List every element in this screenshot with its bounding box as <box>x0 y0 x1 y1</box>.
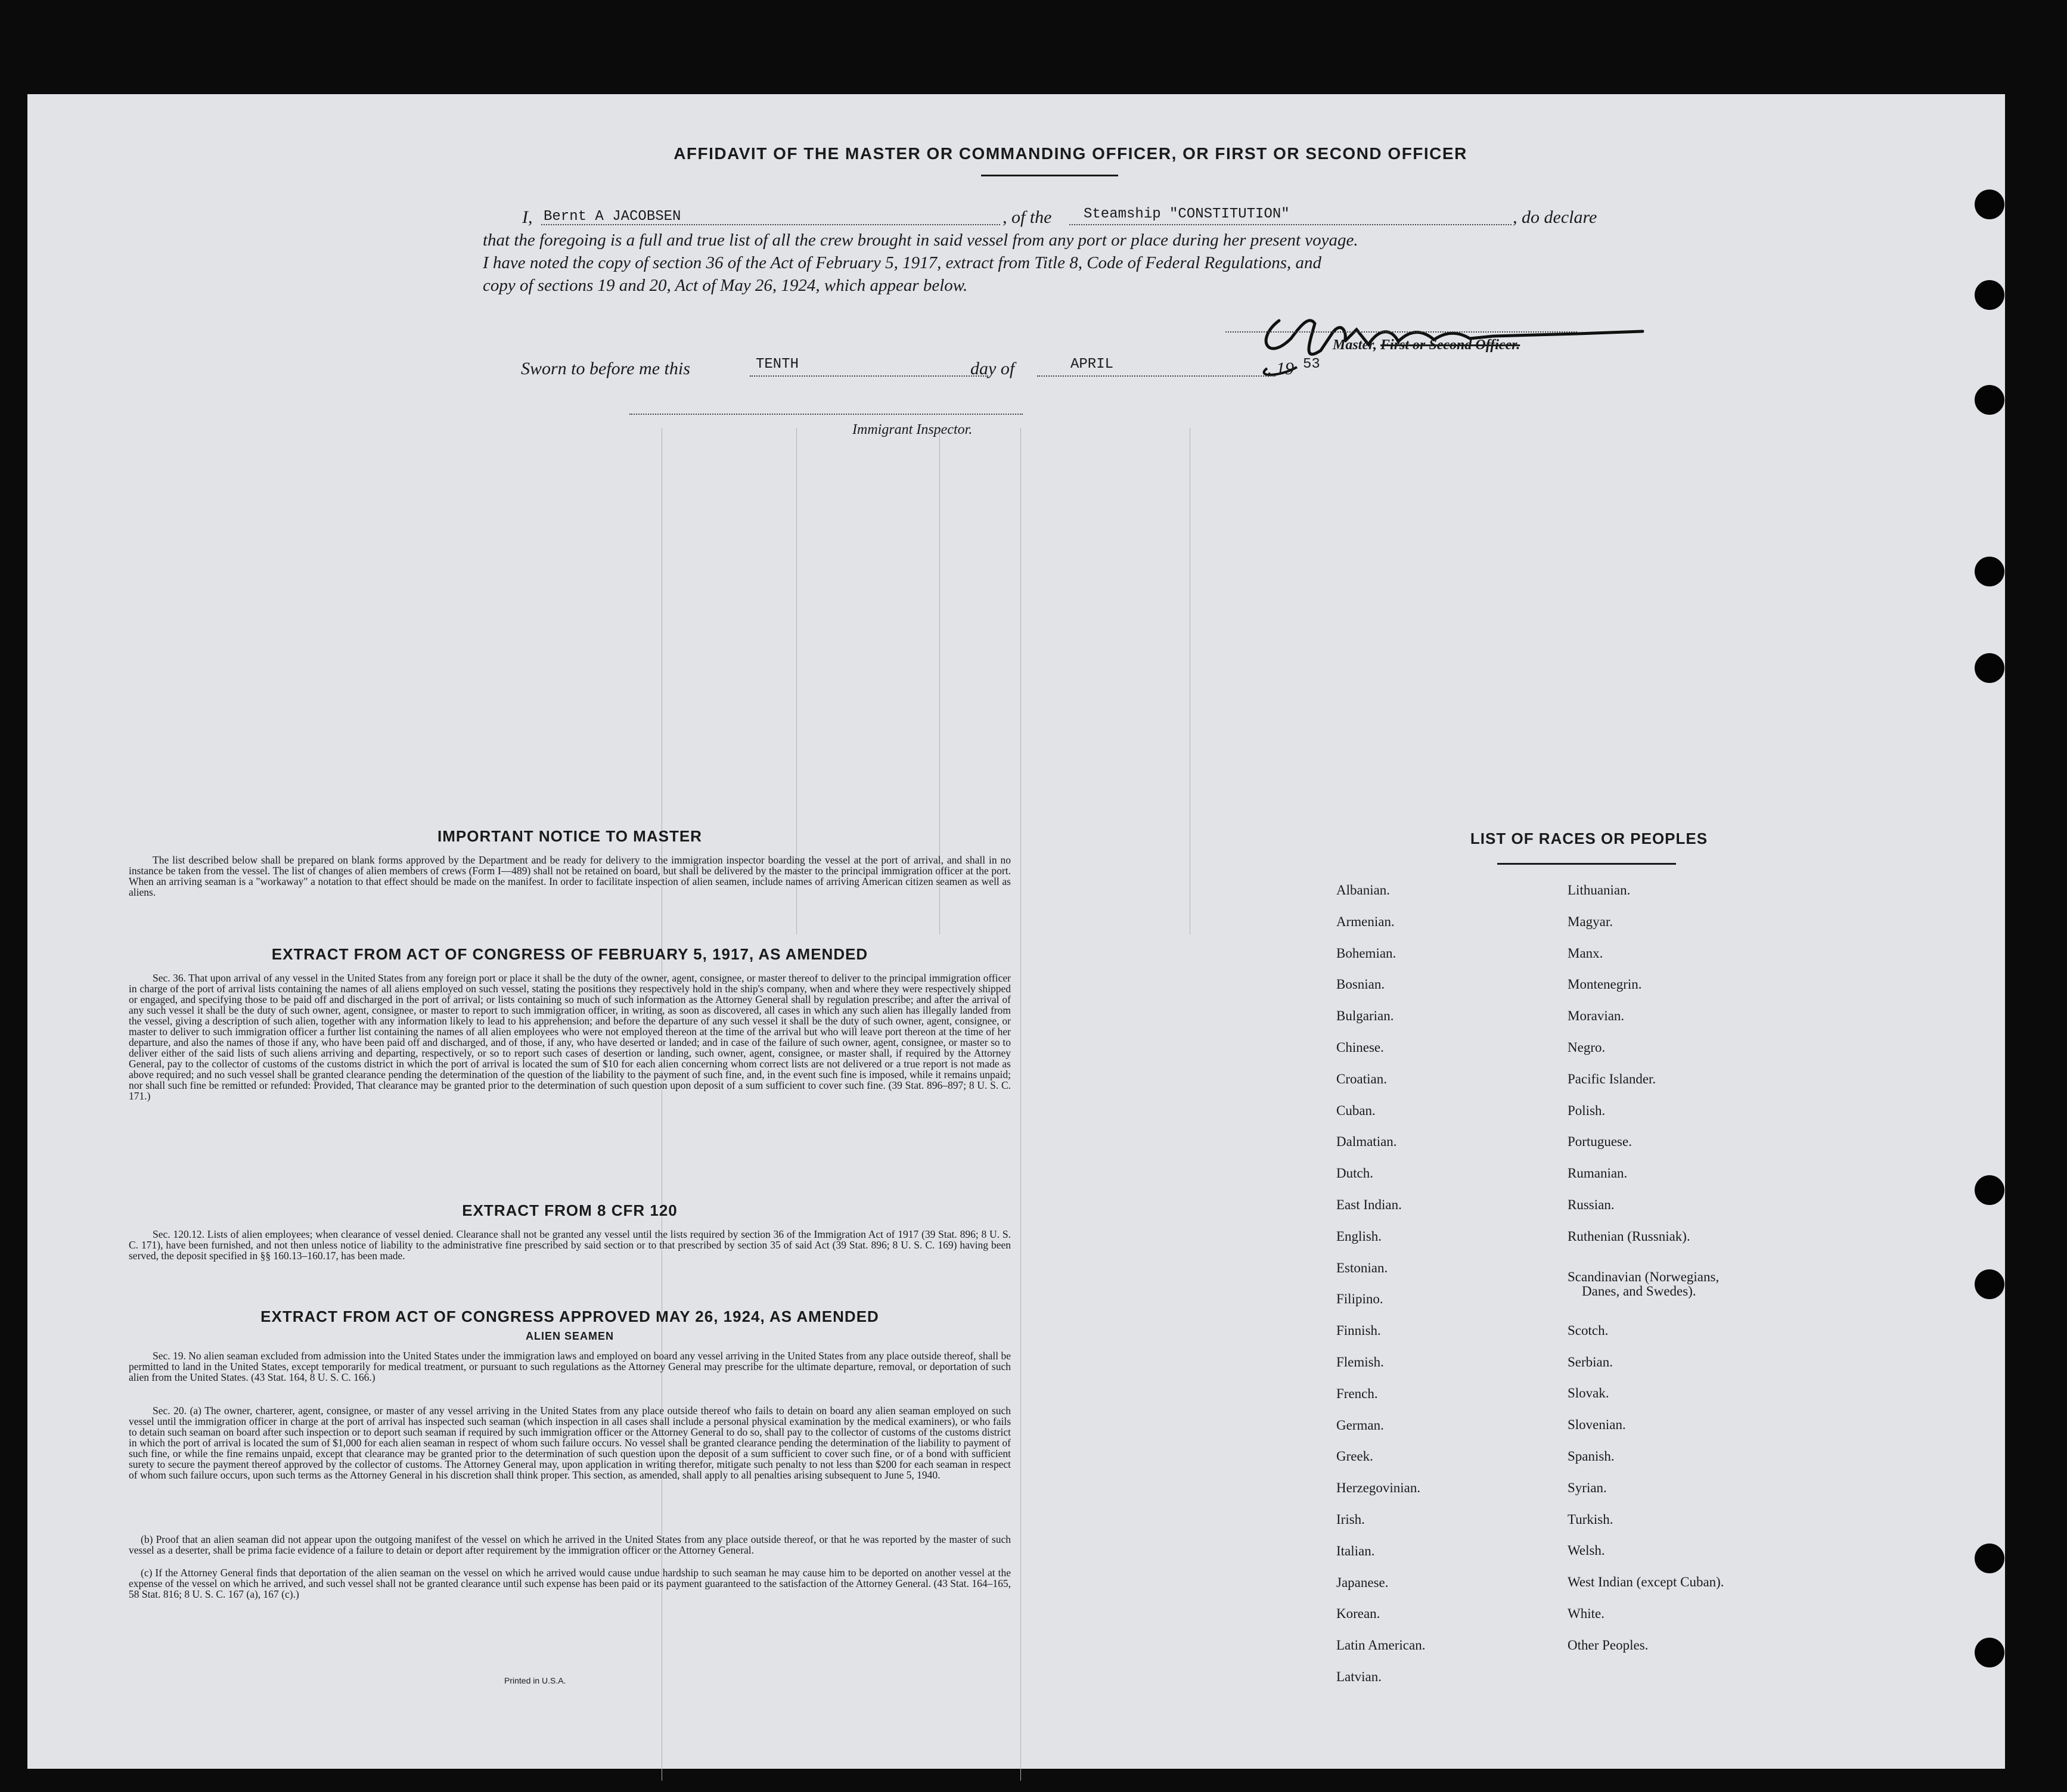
race-item: German. <box>1336 1417 1384 1433</box>
affidavit-line-4: copy of sections 19 and 20, Act of May 26, 1924, which appear below. <box>483 276 968 295</box>
race-item: Bohemian. <box>1336 945 1396 961</box>
race-item: Other Peoples. <box>1568 1637 1649 1653</box>
race-item: Scotch. <box>1568 1322 1609 1338</box>
race-item: Armenian. <box>1336 914 1395 929</box>
race-item: Albanian. <box>1336 883 1391 897</box>
sec-20a-body: Sec. 20. (a) The owner, charterer, agent, consignee, or master of any vessel arriving in the United States from any place outside thereof who fails to detain on board any alien seaman employed on such vessel until the immigration officer in charge at the port of arrival has inspected such seaman (which inspection in all cases shall include a personal physical examination by the medical examiners), or who fails to detain such seaman on board after such inspection or to deport such seaman if required by such immigration officer or the Attorney General to do so, shall pay to the collector of customs of the customs district in which the port of arrival is located the sum of $1,000 for each alien seaman in respect of whom such failure occurs. No vessel shall be granted clearance pending the determination of the liability to payment of such fine, or while the fine remains unpaid, except that clearance may be granted prior to the determination of such question upon the deposit of a sum sufficient to cover such fine, or of a bond with sufficient surety to secure the payment thereof approved by the collector of customs. The Attorney General may, upon application in writing therefor, mitigate such penalty to not less than $200 for each seaman in respect of whom such failure occurs, upon such terms as the Attorney General in his discretion shall think proper. This section, as amended, shall apply to all penalties arising subsequent to June 5, 1940. <box>129 1405 1011 1481</box>
punch-hole <box>1975 280 2004 310</box>
race-item: Montenegrin. <box>1568 977 1642 992</box>
punch-hole <box>1975 653 2004 683</box>
do-declare-label: , do declare <box>1513 207 1597 227</box>
form-sheet <box>27 94 2005 1769</box>
year-prefix-label: , 19 <box>1267 359 1294 378</box>
notice-title: IMPORTANT NOTICE TO MASTER <box>437 827 702 845</box>
race-item: Slovenian. <box>1568 1417 1626 1433</box>
vessel-field: Steamship "CONSTITUTION" <box>1084 206 1290 222</box>
sworn-label: Sworn to before me this <box>521 359 690 378</box>
races-right-column <box>1568 882 1724 1669</box>
race-item: Chinese. <box>1336 1039 1384 1055</box>
race-item: Russian. <box>1568 1197 1615 1212</box>
races-title: LIST OF RACES OR PEOPLES <box>1470 830 1708 847</box>
race-item: Japanese. <box>1336 1574 1389 1590</box>
inspector-signature-line <box>629 414 1023 415</box>
race-item: White. <box>1568 1605 1604 1621</box>
races-left-column <box>1336 882 1425 1700</box>
race-item: Pacific Islander. <box>1568 1071 1656 1086</box>
race-item: Irish. <box>1336 1511 1365 1527</box>
race-item: Estonian. <box>1336 1260 1388 1275</box>
master-title <box>1333 334 1520 356</box>
extract-8cfr-title: EXTRACT FROM 8 CFR 120 <box>462 1201 678 1219</box>
sec-19-body: Sec. 19. No alien seaman excluded from admission into the United States under the immigration laws and employed on board any vessel arriving in the United States from any place outside thereof, shall be permitted to land in the United States, except temporarily for medical treatment, or pursuant to such regulations as the Attorney General may prescribe for the ultimate departure, removal, or deportation of such alien from the United States. (43 Stat. 164, 8 U. S. C. 166.) <box>129 1350 1011 1383</box>
punch-hole <box>1975 1543 2004 1573</box>
race-item: Bulgarian. <box>1336 1008 1394 1024</box>
race-item: Syrian. <box>1568 1480 1607 1495</box>
race-item: Moravian. <box>1568 1008 1625 1024</box>
extract-1917-body: Sec. 36. That upon arrival of any vessel in the United States from any foreign port or place it shall be the duty of the owner, agent, consignee, or master thereof to deliver to the principal immigration officer in charge of the port of arrival lists containing the names of all aliens employed on such vessel, stating the positions they respectively hold in the ship's company, when and where they were respectively shipped or engaged, and specifying those to be paid off and discharged in the port of arrival; or lists containing so much of such information as the Attorney General shall by regulation prescribe; and after the arrival of any such vessel it shall be the duty of such owner, agent, consignee, or master to report to such immigration officer, in writing, as soon as discovered, all cases in which any such alien has illegally landed from the vessel, giving a description of such alien, together with any information likely to lead to his apprehension; and before the departure of any such vessel it shall be the duty of such owner, agent, consignee, or master to deliver to such immigration officer a further list containing the names of all alien employees who were not employed thereon at the time of the arrival but who will leave port thereon at the time of her departure, and also the names of those if any, who have been paid off and discharged, and of those, if any, who have deserted or landed; and in case of the failure of such owner, agent, consignee, or master so to deliver either of the said lists of such aliens arriving and departing, respectively, or so to report such cases of desertion or landing, such owner, agent, consignee, or master shall, if required by the Attorney General, pay to the collector of customs of the customs district in which the port of arrival is located the sum of $10 for each alien concerning whom correct lists are not delivered or a true report is not made as above required; and no such vessel shall be granted clearance pending the determination of the question of the liability to the payment of such fine, and, in the event such fine is imposed, while it remains unpaid; nor shall such fine be remitted or refunded: Provided, That clearance may be granted prior to the determination of such question upon deposit of a sum sufficient to cover such fine. (39 Stat. 896–897; 8 U. S. C. 171.) <box>129 972 1011 1102</box>
race-item: Manx. <box>1568 945 1603 961</box>
race-item: Ruthenian (Russniak). <box>1568 1228 1690 1244</box>
race-item: East Indian. <box>1336 1197 1402 1212</box>
race-item: Herzegovinian. <box>1336 1480 1421 1496</box>
affidavit-title: AFFIDAVIT OF THE MASTER OR COMMANDING OFFICER, OR FIRST OR SECOND OFFICER <box>674 144 1467 163</box>
race-item: Turkish. <box>1568 1511 1613 1527</box>
race-item: Finnish. <box>1336 1323 1381 1338</box>
sec-20c-body: (c) If the Attorney General finds that deportation of the alien seaman on the vessel on which he arrived would cause undue hardship to such seaman he may cause him to be deported on another vessel at the expense of the vessel on which he arrived, and such vessel shall not be granted clearance until such expense has been paid or its payment guaranteed to the satisfaction of the Attorney General. (43 Stat. 164–165, 58 Stat. 816; 8 U. S. C. 167 (a), 167 (c).) <box>129 1567 1011 1600</box>
race-item: Latvian. <box>1336 1669 1382 1684</box>
race-item: Croatian. <box>1336 1071 1387 1086</box>
sworn-year-field: 53 <box>1303 356 1320 372</box>
sworn-day-field: TENTH <box>756 356 799 372</box>
race-item: Magyar. <box>1568 914 1613 929</box>
vessel-field-line <box>1069 224 1512 225</box>
affidavit-line-2: that the foregoing is a full and true list of all the crew brought in said vessel from any port or place during her present voyage. <box>483 231 1358 250</box>
punch-hole <box>1975 1175 2004 1205</box>
signature-line <box>1225 331 1577 333</box>
race-item: Italian. <box>1336 1543 1375 1558</box>
sworn-month-line <box>1037 375 1275 377</box>
race-item: Danes, and Swedes). <box>1582 1283 1696 1299</box>
race-item: Korean. <box>1336 1606 1380 1622</box>
race-item: Filipino. <box>1336 1291 1383 1307</box>
race-item: Dalmatian. <box>1336 1134 1397 1150</box>
races-title-underline <box>1497 863 1676 865</box>
race-item: Latin American. <box>1336 1638 1426 1653</box>
race-item: Negro. <box>1568 1039 1606 1055</box>
race-item: Spanish. <box>1568 1448 1615 1464</box>
race-item: Rumanian. <box>1568 1166 1628 1181</box>
i-label: I, <box>522 207 533 227</box>
race-item: Serbian. <box>1568 1354 1613 1369</box>
race-item: Greek. <box>1336 1449 1373 1464</box>
printed-in-usa: Printed in U.S.A. <box>504 1676 566 1685</box>
title-underline <box>981 175 1118 176</box>
column-rule <box>1020 428 1021 1781</box>
punch-hole <box>1975 190 2004 219</box>
sworn-day-line <box>750 375 988 377</box>
affidavit-line-1 <box>522 206 1625 229</box>
extract-1917-title: EXTRACT FROM ACT OF CONGRESS OF FEBRUARY 5, 1917, AS AMENDED <box>271 945 868 963</box>
race-item: Bosnian. <box>1336 977 1385 992</box>
race-item: West Indian (except Cuban). <box>1568 1574 1724 1590</box>
race-item: Slovak. <box>1568 1386 1609 1401</box>
affidavit-line-3: I have noted the copy of section 36 of the Act of February 5, 1917, extract from Title 8, Code of Federal Regulations, and <box>483 253 1322 272</box>
extract-8cfr-body: Sec. 120.12. Lists of alien employees; when clearance of vessel denied. Clearance shall not be granted any vessel until the lists required by section 36 of the Immigration Act of 1917 (39 Stat. 896; 8 U. S. C. 171), have been furnished, and not then unless notice of liability to the administrative fine prescribed by said section or to that prescribed by section 35 of said Act (39 Stat. 896; 8 U. S. C. 169) having been served, the deposit specified in §§ 160.13–160.17, has been made. <box>129 1228 1011 1262</box>
day-of-label: day of <box>970 359 1015 378</box>
race-item: Cuban. <box>1336 1102 1376 1118</box>
race-item: Flemish. <box>1336 1354 1384 1369</box>
inspector-label: Immigrant Inspector. <box>852 422 973 437</box>
race-item: Welsh. <box>1568 1543 1605 1558</box>
race-item: Lithuanian. <box>1568 883 1631 897</box>
race-item: Scandinavian (Norwegians, <box>1568 1269 1720 1284</box>
race-item: Portuguese. <box>1568 1134 1632 1150</box>
officer-name-field: Bernt A JACOBSEN <box>544 209 681 225</box>
alien-seamen-subtitle: ALIEN SEAMEN <box>525 1330 614 1342</box>
punch-hole <box>1975 557 2004 586</box>
sworn-month-field: APRIL <box>1070 356 1114 372</box>
extract-1924-title: EXTRACT FROM ACT OF CONGRESS APPROVED MAY 26, 1924, AS AMENDED <box>260 1307 879 1325</box>
punch-hole <box>1975 1638 2004 1667</box>
notice-body: The list described below shall be prepared on blank forms approved by the Department and be ready for delivery to the immigration inspector boarding the vessel at the port of arrival, and shall in no instance be taken from the vessel. The list of changes of alien members of crews (Form I—489) shall not be retained on board, but shall be delivered by the master to the principal immigration officer at the port. When an arriving seaman is a "workaway" a notation to that effect should be made on the manifest. In order to facilitate inspection of alien seamen, include names of arriving American citizen seamen as well as aliens. <box>129 854 1011 898</box>
master-label: Master, <box>1333 337 1377 353</box>
race-item: English. <box>1336 1228 1382 1244</box>
struck-officer-label: First or Second Officer. <box>1380 337 1520 353</box>
race-item: Dutch. <box>1336 1166 1373 1181</box>
sec-20b-body: (b) Proof that an alien seaman did not appear upon the outgoing manifest of the vessel on which he arrived in the United States from any place outside thereof, or that he was reported by the master of such vessel as a deserter, shall be prima facie evidence of a failure to detain or deport after requirement by the immigration officer or the Attorney General. <box>129 1533 1011 1556</box>
punch-hole <box>1975 1269 2004 1299</box>
punch-hole <box>1975 385 2004 415</box>
of-the-label: , of the <box>1003 207 1052 227</box>
race-item: Polish. <box>1568 1102 1606 1118</box>
race-item: French. <box>1336 1386 1378 1401</box>
